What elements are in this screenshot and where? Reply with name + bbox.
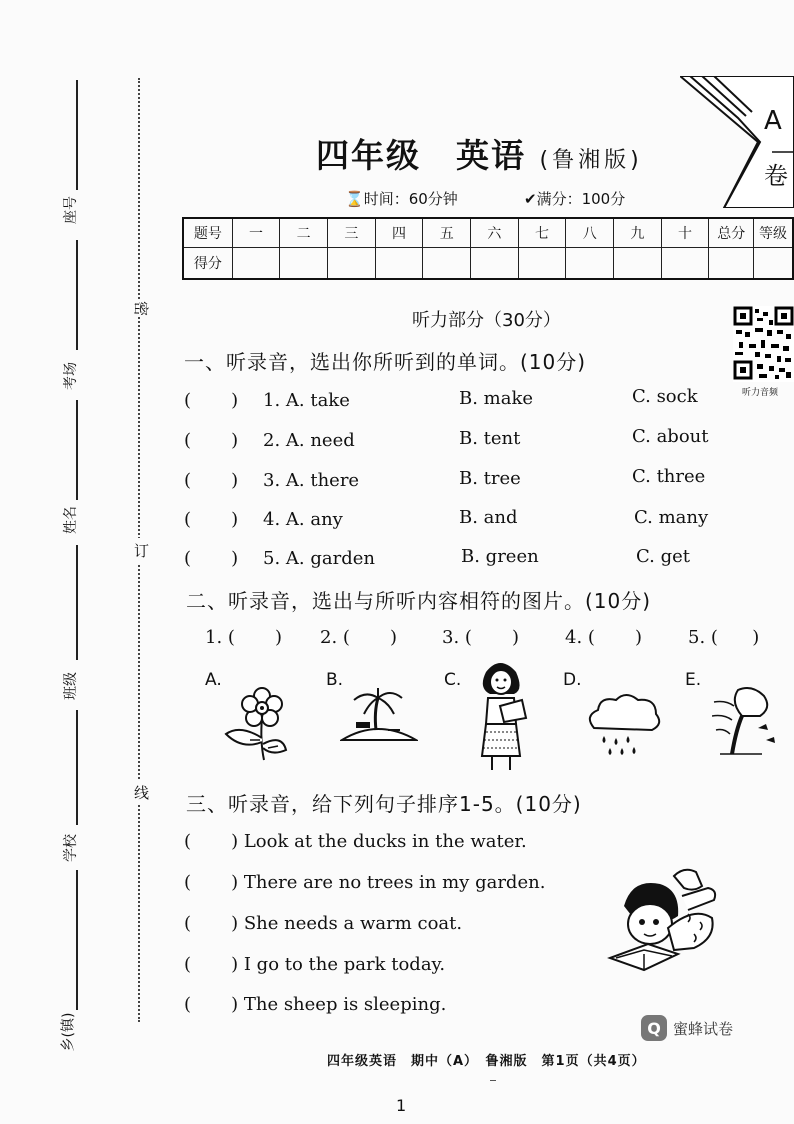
score-cell[interactable] (423, 248, 471, 280)
score-table-score-row (183, 248, 793, 280)
school-label: 学校 (63, 834, 79, 862)
answer-blank[interactable]: ( ) (184, 509, 239, 530)
paper-version-badge (680, 76, 794, 208)
option-c: C. about (632, 426, 709, 447)
s1-row-4 (184, 509, 724, 530)
option-a: 5. A. garden (263, 548, 375, 569)
title-edition: (鲁湘版) (539, 148, 643, 173)
rain-cloud-icon (584, 690, 664, 764)
option-c: C. get (636, 546, 690, 567)
name-label: 姓名 (63, 506, 79, 534)
score-cell[interactable] (754, 248, 793, 280)
listening-title: 听力部分（30分） (412, 310, 561, 331)
town-label: 乡(镇) (60, 1012, 77, 1052)
class-label: 班级 (63, 672, 79, 700)
page-number: 1 (396, 1096, 407, 1115)
col-5: 五 (423, 218, 471, 248)
col-2: 二 (280, 218, 328, 248)
answer-number: 3. (442, 627, 460, 648)
col-8: 八 (566, 218, 614, 248)
answer-blank[interactable]: ( ) (184, 872, 239, 893)
badge-letter: A (764, 106, 782, 136)
option-a: 2. A. need (263, 430, 355, 451)
option-c: C. sock (632, 386, 698, 407)
page-title (316, 130, 643, 177)
answer-number: 5. (688, 627, 706, 648)
title-text: 四年级 英语 (316, 136, 526, 175)
s2-answer-2[interactable]: 2. ( ) (320, 627, 398, 648)
school-line (76, 710, 78, 825)
score-cell[interactable] (566, 248, 614, 280)
sentence: Look at the ducks in the water. (243, 831, 527, 852)
answer-number: 1. (205, 627, 223, 648)
answer-number: 2. (320, 627, 338, 648)
option-a: 3. A. there (263, 470, 360, 491)
brand-watermark (641, 1015, 733, 1041)
sentence: I go to the park today. (243, 954, 446, 975)
col-10: 十 (661, 218, 709, 248)
answer-blank[interactable]: ( ) (184, 430, 239, 451)
picture-label-b: B. (326, 670, 344, 690)
s1-row-5 (184, 548, 724, 569)
seat-line (76, 80, 78, 190)
answer-blank[interactable]: ( ) (184, 913, 239, 934)
answer-blank[interactable]: ( ) (184, 954, 239, 975)
col-3: 三 (328, 218, 376, 248)
seat-label: 座号 (63, 196, 79, 224)
class-line (76, 545, 78, 660)
score-cell[interactable] (471, 248, 519, 280)
seal-mark: 密 (129, 301, 154, 316)
score-cell[interactable] (280, 248, 328, 280)
check-circle-icon: ✔ (524, 190, 537, 208)
s1-row-3 (184, 466, 724, 491)
bind-mark: 订 (134, 538, 149, 563)
qr-code-icon[interactable] (733, 306, 794, 382)
score-cell[interactable] (661, 248, 709, 280)
island-icon (340, 686, 418, 750)
s1-row-2 (184, 426, 724, 451)
brand-text: 蜜蜂试卷 (673, 1019, 734, 1038)
answer-blank[interactable]: ( ) (184, 470, 239, 491)
answer-number: 4. (565, 627, 583, 648)
section-3-title: 三、听录音，给下列句子排序1-5。(10分) (186, 792, 582, 816)
brand-logo-icon: Q (641, 1015, 667, 1041)
footer-dash (490, 1080, 496, 1081)
option-a: 4. A. any (263, 509, 343, 530)
s3-row-5 (184, 994, 446, 1015)
score-cell[interactable] (328, 248, 376, 280)
s2-answer-3[interactable]: 3. ( ) (442, 627, 520, 648)
score-table (182, 217, 794, 280)
option-b: B. tree (459, 468, 521, 489)
page-footer: 四年级英语 期中（A） 鲁湘版 第1页（共4页） (327, 1054, 646, 1069)
score-cell[interactable] (518, 248, 566, 280)
badge-suffix: 卷 (764, 162, 788, 190)
col-4: 四 (375, 218, 423, 248)
qr-code-label: 听力音频 (742, 388, 779, 398)
sentence: There are no trees in my garden. (243, 872, 546, 893)
option-b: B. tent (459, 428, 521, 449)
sentence: She needs a warm coat. (243, 913, 463, 934)
col-7: 七 (518, 218, 566, 248)
col-9: 九 (614, 218, 662, 248)
exam-time-text: 时间：60分钟 (363, 190, 458, 208)
picture-label-d: D. (563, 670, 582, 690)
col-total: 总分 (709, 218, 754, 248)
option-b: B. make (459, 388, 534, 409)
option-b: B. and (459, 507, 518, 528)
full-score-text: 满分：100分 (536, 190, 626, 208)
s2-answer-4[interactable]: 4. ( ) (565, 627, 643, 648)
town-line (76, 870, 78, 1010)
answer-blank[interactable]: ( ) (184, 831, 239, 852)
col-6: 六 (471, 218, 519, 248)
option-c: C. many (634, 507, 709, 528)
exam-time (345, 188, 458, 209)
score-cell[interactable] (232, 248, 280, 280)
answer-blank[interactable]: ( ) (184, 548, 239, 569)
child-reading-icon (604, 866, 724, 980)
col-1: 一 (232, 218, 280, 248)
s1-row-1 (184, 386, 724, 411)
girl-reading-icon (470, 660, 534, 776)
hourglass-icon: ⌛ (345, 190, 364, 208)
score-table-header-row (183, 218, 793, 248)
col-grade: 等级 (754, 218, 793, 248)
s3-row-4 (184, 954, 445, 975)
name-line (76, 400, 78, 500)
score-label: 得分 (183, 248, 232, 280)
option-b: B. green (461, 546, 539, 567)
s3-row-2 (184, 872, 545, 893)
s3-row-1 (184, 831, 527, 852)
question-number-label: 题号 (183, 218, 232, 248)
score-cell[interactable] (709, 248, 754, 280)
option-c: C. three (632, 466, 706, 487)
answer-blank[interactable]: ( ) (184, 994, 239, 1015)
line-mark: 线 (134, 780, 149, 805)
option-a: 1. A. take (263, 390, 350, 411)
picture-label-c: C. (444, 670, 462, 690)
picture-label-e: E. (685, 670, 702, 690)
picture-label-a: A. (205, 670, 222, 690)
s2-answer-5[interactable]: 5. ( ) (688, 627, 760, 648)
answer-blank[interactable]: ( ) (184, 390, 239, 411)
score-cell[interactable] (375, 248, 423, 280)
exam-room-line (76, 240, 78, 350)
full-score (524, 188, 625, 209)
score-cell[interactable] (614, 248, 662, 280)
s3-row-3 (184, 913, 462, 934)
exam-room-label: 考场 (63, 362, 79, 390)
flower-icon (220, 686, 290, 770)
section-1-title: 一、听录音，选出你所听到的单词。(10分) (184, 350, 587, 374)
sentence: The sheep is sleeping. (243, 994, 447, 1015)
s2-answer-1[interactable]: 1. ( ) (205, 627, 283, 648)
windy-tree-icon (712, 682, 778, 762)
section-2-title: 二、听录音，选出与所听内容相符的图片。(10分) (186, 589, 652, 613)
